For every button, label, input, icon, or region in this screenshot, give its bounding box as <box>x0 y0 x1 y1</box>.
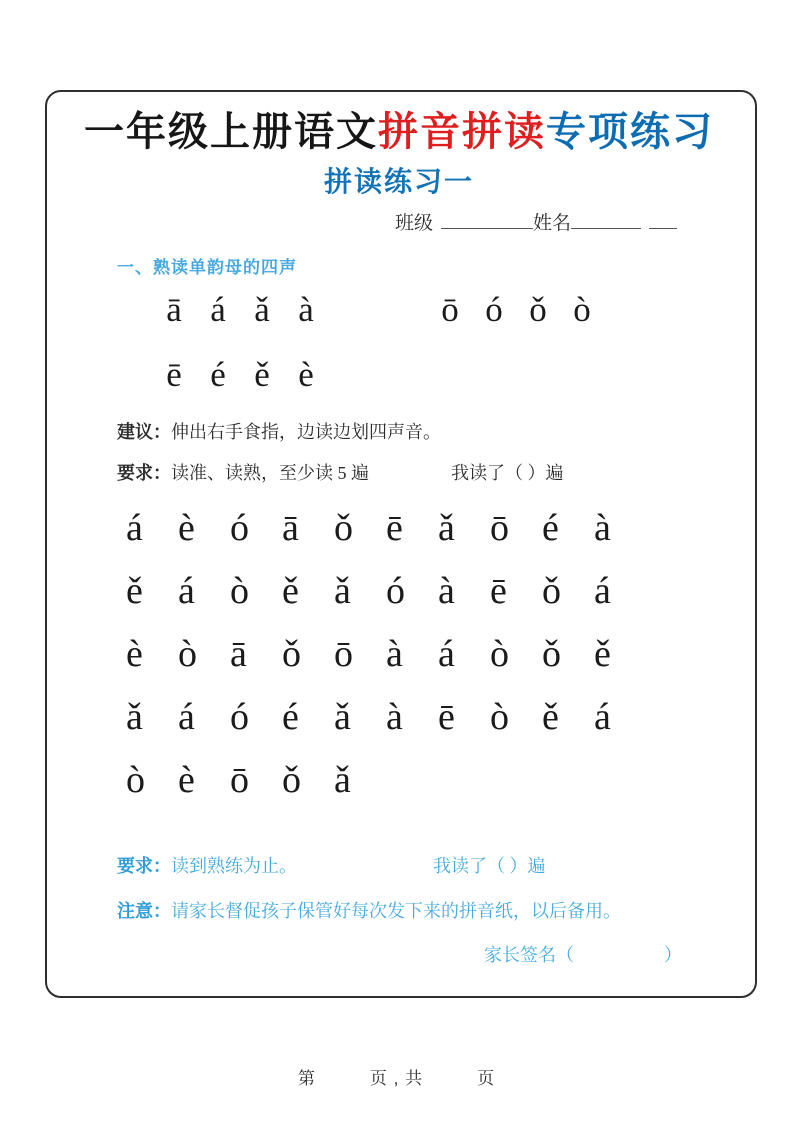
practice-row <box>126 559 646 622</box>
pinyin-letter: ò <box>126 758 145 801</box>
pinyin-letter: ā <box>230 632 247 675</box>
pinyin-letter: ǒ <box>282 632 301 675</box>
suggestion-text: 伸出右手食指，边读边划四声音。 <box>171 422 441 442</box>
pinyin-letter: à <box>298 290 314 329</box>
pinyin-letter: ò <box>490 632 509 675</box>
tone-group-o <box>428 290 604 338</box>
pinyin-letter: à <box>594 506 611 549</box>
pinyin-letter: é <box>542 506 559 549</box>
pinyin-letter: ā <box>282 506 299 549</box>
pinyin-letter: à <box>386 632 403 675</box>
pinyin-letter: ò <box>230 569 249 612</box>
suggestion-label: 建议： <box>117 422 171 442</box>
pinyin-letter: ě <box>594 632 611 675</box>
class-label: 班级 <box>395 213 434 234</box>
notice-label: 注意： <box>117 901 171 921</box>
pinyin-letter: ǒ <box>529 290 547 329</box>
pinyin-letter: á <box>438 632 455 675</box>
pinyin-letter: à <box>438 569 455 612</box>
page-title <box>45 100 753 157</box>
pinyin-letter: ǒ <box>542 569 561 612</box>
title-practice-part: 专项练习 <box>546 109 714 154</box>
title-grade-part: 一年级上册语文 <box>84 109 378 154</box>
section-heading: 一、熟读单韵母的四声 <box>117 258 297 277</box>
pinyin-letter: ō <box>490 506 509 549</box>
name-blank-2 <box>649 211 677 229</box>
requirement-text-bottom: 读到熟练为止。 <box>171 856 297 876</box>
pinyin-letter: ē <box>166 355 182 394</box>
practice-row <box>126 685 646 748</box>
pinyin-letter: ē <box>386 506 403 549</box>
pinyin-letter: ě <box>282 569 299 612</box>
read-count-text-bottom: 我读了（ ）遍 <box>433 856 546 876</box>
pinyin-letter: á <box>178 695 195 738</box>
pinyin-letter: ò <box>573 290 591 329</box>
tone-group-e <box>152 355 328 403</box>
pinyin-letter: à <box>386 695 403 738</box>
pinyin-letter: ō <box>441 290 459 329</box>
practice-row <box>126 496 646 559</box>
name-label: 姓名 <box>533 213 572 234</box>
notice-line <box>117 897 717 923</box>
pinyin-letter: ě <box>542 695 559 738</box>
pinyin-letter: ē <box>438 695 455 738</box>
class-name-line <box>395 208 677 235</box>
read-count-text: 我读了（ ）遍 <box>451 463 564 483</box>
name-blank <box>571 211 641 229</box>
practice-row <box>126 622 646 685</box>
requirement-label-bottom: 要求： <box>117 856 171 876</box>
class-blank <box>441 211 533 229</box>
pinyin-letter: á <box>210 290 226 329</box>
pinyin-letter: è <box>178 506 195 549</box>
pinyin-letter: ǎ <box>334 569 351 612</box>
pinyin-letter: ó <box>230 695 249 738</box>
pinyin-letter: ǎ <box>254 290 270 329</box>
suggestion-line <box>117 418 697 444</box>
pinyin-letter: ě <box>254 355 270 394</box>
title-pinyin-part: 拼音拼读 <box>378 109 546 154</box>
parent-signature: 家长签名（ ） <box>484 945 682 965</box>
pinyin-letter: á <box>594 569 611 612</box>
pinyin-letter: è <box>298 355 314 394</box>
pinyin-letter: ó <box>386 569 405 612</box>
pinyin-letter: á <box>178 569 195 612</box>
pinyin-letter: ò <box>178 632 197 675</box>
pinyin-letter: ǒ <box>334 506 353 549</box>
requirement-label: 要求： <box>117 463 171 483</box>
worksheet-subtitle: 拼读练习一 <box>323 167 474 198</box>
pinyin-letter: è <box>126 632 143 675</box>
pinyin-letter: é <box>210 355 226 394</box>
pinyin-letter: ǒ <box>542 632 561 675</box>
pinyin-letter: ā <box>166 290 182 329</box>
pinyin-letter: ō <box>230 758 249 801</box>
pinyin-letter: ō <box>334 632 353 675</box>
pinyin-letter: ě <box>126 569 143 612</box>
pinyin-letter: é <box>282 695 299 738</box>
requirement-line-bottom <box>117 852 717 878</box>
pinyin-letter: ǎ <box>334 695 351 738</box>
requirement-text: 读准、读熟，至少读 5 遍 <box>171 463 369 483</box>
pinyin-letter: ē <box>490 569 507 612</box>
pinyin-letter: ó <box>230 506 249 549</box>
requirement-line-top <box>117 459 697 485</box>
tone-group-a <box>152 290 328 338</box>
pinyin-letter: è <box>178 758 195 801</box>
pinyin-letter: ǎ <box>334 758 351 801</box>
pinyin-letter: ǒ <box>282 758 301 801</box>
pinyin-letter: ò <box>490 695 509 738</box>
notice-text: 请家长督促孩子保管好每次发下来的拼音纸，以后备用。 <box>171 901 621 921</box>
practice-row <box>126 748 646 811</box>
pinyin-letter: á <box>126 506 143 549</box>
pinyin-letter: ǎ <box>126 695 143 738</box>
pinyin-practice-grid <box>126 496 646 811</box>
pinyin-letter: ǎ <box>438 506 455 549</box>
pinyin-letter: ó <box>485 290 503 329</box>
pinyin-letter: á <box>594 695 611 738</box>
page-number-footer: 第 页 , 共 页 <box>297 1069 496 1088</box>
